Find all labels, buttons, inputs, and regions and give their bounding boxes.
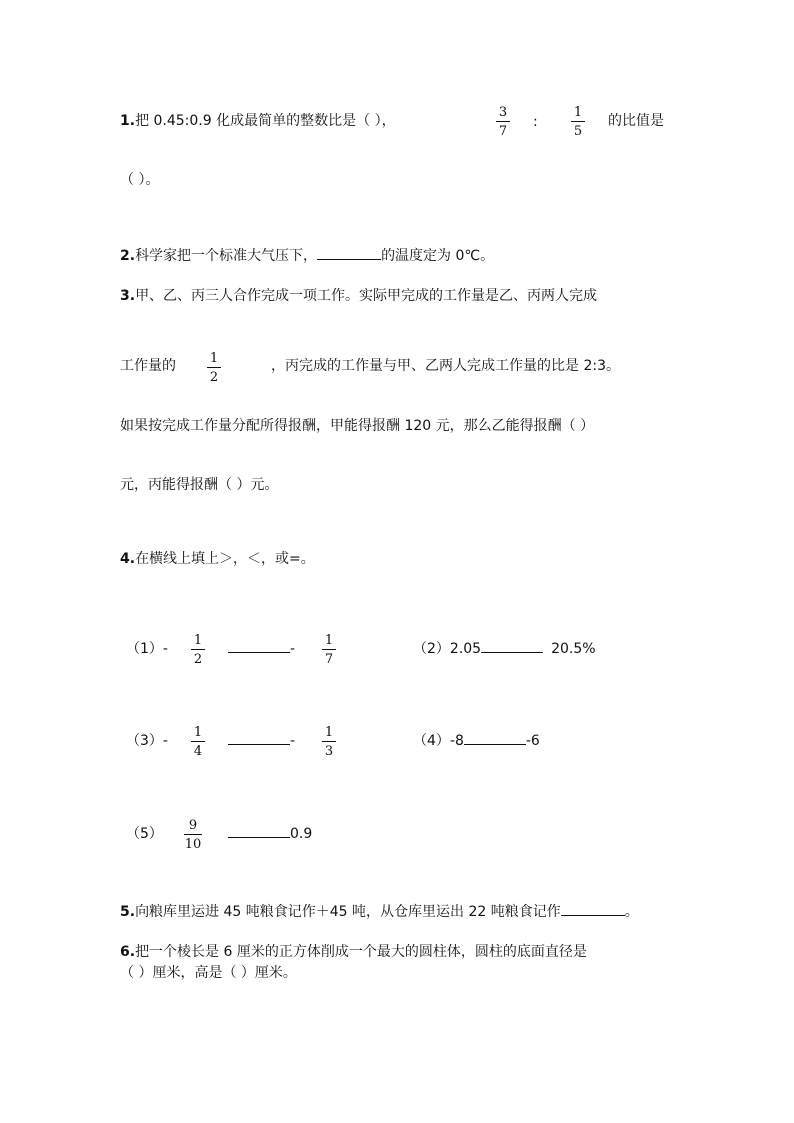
denominator: 7	[324, 652, 334, 667]
q4-p5-fraction	[184, 819, 202, 851]
q6-number: 6.	[120, 944, 136, 960]
q1-frac1-denominator: 7	[498, 124, 508, 139]
q4-p2-answer-blank[interactable]	[481, 652, 543, 653]
q4-p1-blank-group	[228, 642, 295, 656]
q4-p3-blank-group	[228, 734, 295, 748]
q3-line2-a: 工作量的	[120, 358, 176, 374]
q1-frac2-denominator: 5	[573, 124, 583, 139]
denominator: 10	[184, 837, 202, 852]
q4-p5-answer-blank[interactable]	[228, 837, 290, 838]
q1-number: 1.	[120, 113, 136, 129]
numerator: 1	[324, 725, 334, 740]
q1-colon: :	[533, 114, 538, 130]
q4-p2-tail: 20.5%	[551, 641, 596, 657]
q5-text-b: 。	[624, 904, 639, 920]
q1-frac1-numerator: 3	[498, 105, 508, 120]
q4-p3-label: （3）-	[126, 733, 168, 749]
q4-p3-fraction-1	[191, 726, 205, 758]
q3-frac-numerator: 1	[209, 351, 219, 366]
q4-p3-answer-blank[interactable]	[228, 744, 290, 745]
numerator: 1	[324, 633, 334, 648]
q4-p2-line	[413, 642, 596, 656]
q4-p3-fraction-2	[322, 726, 336, 758]
denominator: 2	[193, 652, 203, 667]
numerator: 1	[193, 725, 203, 740]
q5-number: 5.	[120, 904, 136, 920]
q4-p1-answer-blank[interactable]	[228, 652, 290, 653]
q4-number: 4.	[120, 551, 136, 567]
q2-answer-blank[interactable]	[317, 259, 381, 260]
q4-p1-minus: -	[290, 641, 296, 657]
q3-fraction	[207, 352, 221, 384]
q1-frac2-numerator: 1	[573, 105, 583, 120]
q6-line2: （ ）厘米，高是（ ）厘米。	[120, 965, 297, 981]
numerator: 1	[193, 633, 203, 648]
q4-p5-tail: 0.9	[290, 826, 313, 842]
q4-p4-answer-blank[interactable]	[464, 744, 526, 745]
q1-line1	[120, 114, 396, 128]
q3-line1	[120, 289, 597, 303]
q4-p5-blank-group	[228, 827, 312, 841]
q4-title-line	[120, 552, 315, 566]
q3-number: 3.	[120, 288, 136, 304]
q5-text-a: 向粮库里运进 45 吨粮食记作＋45 吨，从仓库里运出 22 吨粮食记作	[135, 904, 561, 920]
numerator: 9	[188, 818, 198, 833]
q2-text-a: 科学家把一个标准大气压下，	[135, 248, 318, 264]
q4-p4-label: （4）-8	[413, 733, 464, 749]
q4-p4-tail: -6	[525, 733, 540, 749]
q6-line1-text: 把一个棱长是 6 厘米的正方体削成一个最大的圆柱体，圆柱的底面直径是	[135, 944, 587, 960]
q1-text-b: 的比值是	[608, 113, 664, 129]
q1-line2: （ ）。	[120, 172, 160, 188]
q5-line	[120, 905, 639, 919]
q1-text-a: 把 0.45:0.9 化成最简单的整数比是（ ），	[135, 113, 396, 129]
q6-line1	[120, 945, 587, 959]
q3-line1-text: 甲、乙、丙三人合作完成一项工作。实际甲完成的工作量是乙、丙两人完成	[135, 288, 598, 304]
q4-p1-fraction-2	[322, 634, 336, 666]
q2-number: 2.	[120, 248, 136, 264]
q3-frac-denominator: 2	[209, 370, 219, 385]
q3-line2-b: ，丙完成的工作量与甲、乙两人完成工作量的比是 2:3。	[271, 358, 620, 374]
q4-p5-label: （5）	[126, 826, 163, 842]
q4-title: 在横线上填上＞，＜，或=。	[135, 551, 315, 567]
q1-fraction-1	[496, 106, 510, 138]
q4-p2-label: （2）2.05	[413, 641, 482, 657]
q4-p3-minus: -	[290, 733, 296, 749]
denominator: 4	[193, 744, 203, 759]
q4-p1-fraction-1	[191, 634, 205, 666]
q3-line4: 元，丙能得报酬（ ）元。	[120, 477, 279, 493]
q5-answer-blank[interactable]	[561, 915, 625, 916]
q2-text-b: 的温度定为 0℃。	[381, 248, 495, 264]
q3-line3: 如果按完成工作量分配所得报酬，甲能得报酬 120 元，那么乙能得报酬（ ）	[120, 418, 595, 434]
q1-fraction-2	[571, 106, 585, 138]
denominator: 3	[324, 744, 334, 759]
q4-p1-label: （1）-	[126, 641, 168, 657]
q2-line	[120, 249, 494, 263]
q4-p4-line	[413, 734, 540, 748]
